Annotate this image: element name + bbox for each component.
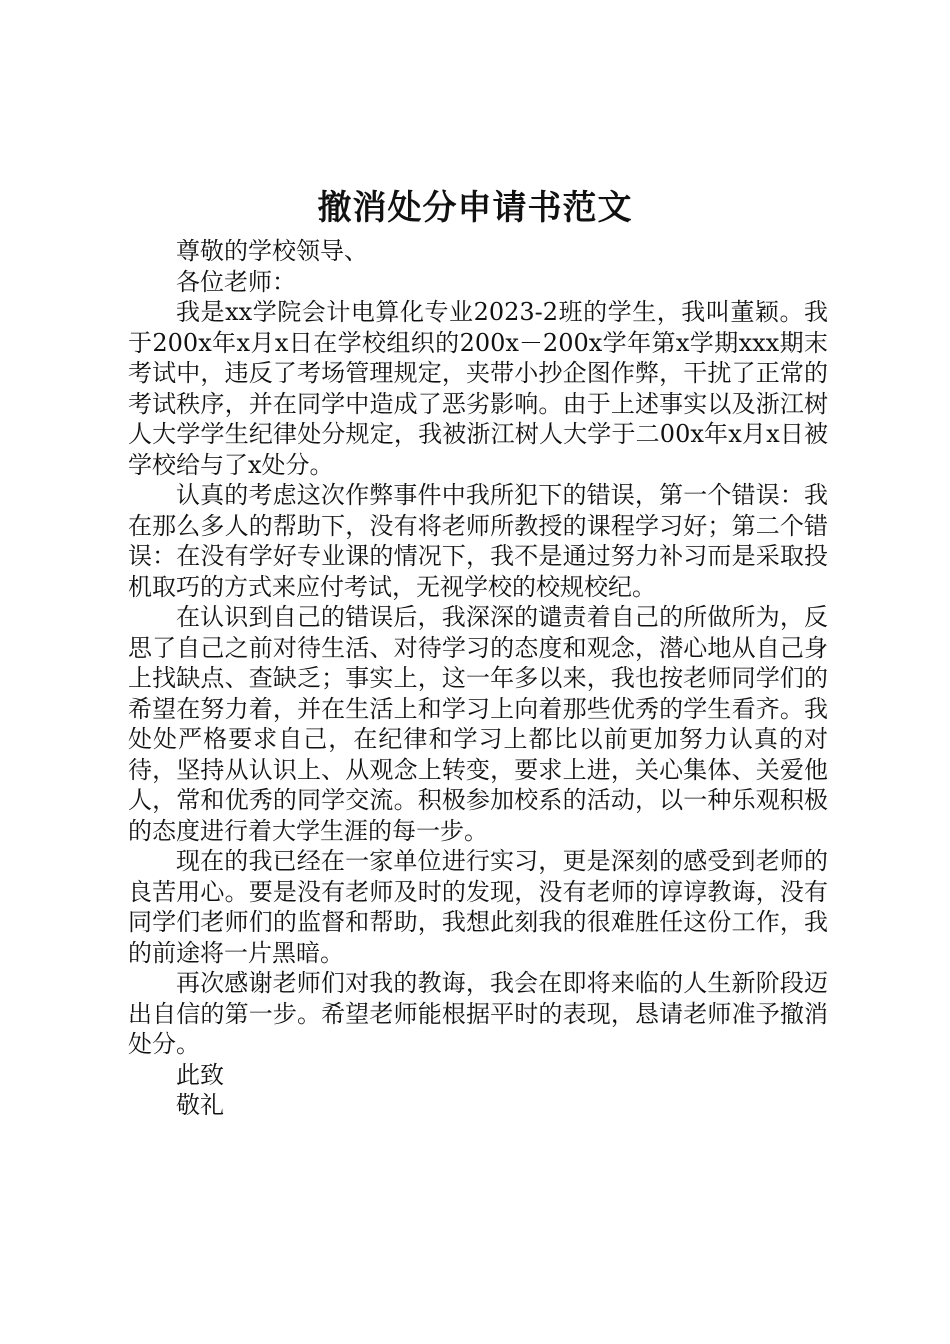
paragraph-introduction: 我是xx学院会计电算化专业2023-2班的学生，我叫董颖。我于200x年x月x日在学校组织的200x－200x学年第x学期xxx期末考试中，违反了考场管理规定，夹带小抄企图作弊，干扰了正常的考试秩序，并在同学中造成了恶劣影响。由于上述事实以及浙江树人大学学生纪律处分规定，我被浙江树人大学于二00x年x月x日被学校给与了x处分。 (128, 298, 828, 479)
paragraph-reflection: 在认识到自己的错误后，我深深的谴责着自己的所做所为，反思了自己之前对待生活、对待学习的态度和观念，潜心地从自己身上找缺点、查缺乏；事实上，这一年多以来，我也按老师同学们的希望在努力着，并在生活上和学习上向着那些优秀的学生看齐。我处处严格要求自己，在纪律和学习上都比以前更加努力认真的对待，坚持从认识上、从观念上转变，要求上进，关心集体、关爱他人，常和优秀的同学交流。积极参加校系的活动，以一种乐观积极的态度进行着大学生涯的每一步。 (128, 603, 828, 845)
closing-cizhi: 此致 (176, 1060, 224, 1089)
closing-jingli: 敬礼 (176, 1091, 224, 1119)
salutation-teachers: 各位老师： (176, 267, 296, 296)
paragraph-internship: 现在的我已经在一家单位进行实习，更是深刻的感受到老师的良苦用心。要是没有老师及时的发现，没有老师的谆谆教诲，没有同学们老师们的监督和帮助，我想此刻我的很难胜任这份工作，我的前途将一片黑暗。 (128, 847, 828, 967)
letter-body (128, 236, 828, 1121)
paragraph-request: 再次感谢老师们对我的教诲，我会在即将来临的人生新阶段迈出自信的第一步。希望老师能根据平时的表现，恳请老师准予撤消处分。 (128, 969, 828, 1058)
document-title: 撤消处分申请书范文 (317, 188, 633, 228)
paragraph-mistakes: 认真的考虑这次作弊事件中我所犯下的错误，第一个错误：我在那么多人的帮助下，没有将老师所教授的课程学习好；第二个错误：在没有学好专业课的情况下，我不是通过努力补习而是采取投机取巧的方式来应付考试，无视学校的校规校纪。 (128, 481, 828, 601)
salutation-leaders: 尊敬的学校领导、 (176, 237, 368, 265)
